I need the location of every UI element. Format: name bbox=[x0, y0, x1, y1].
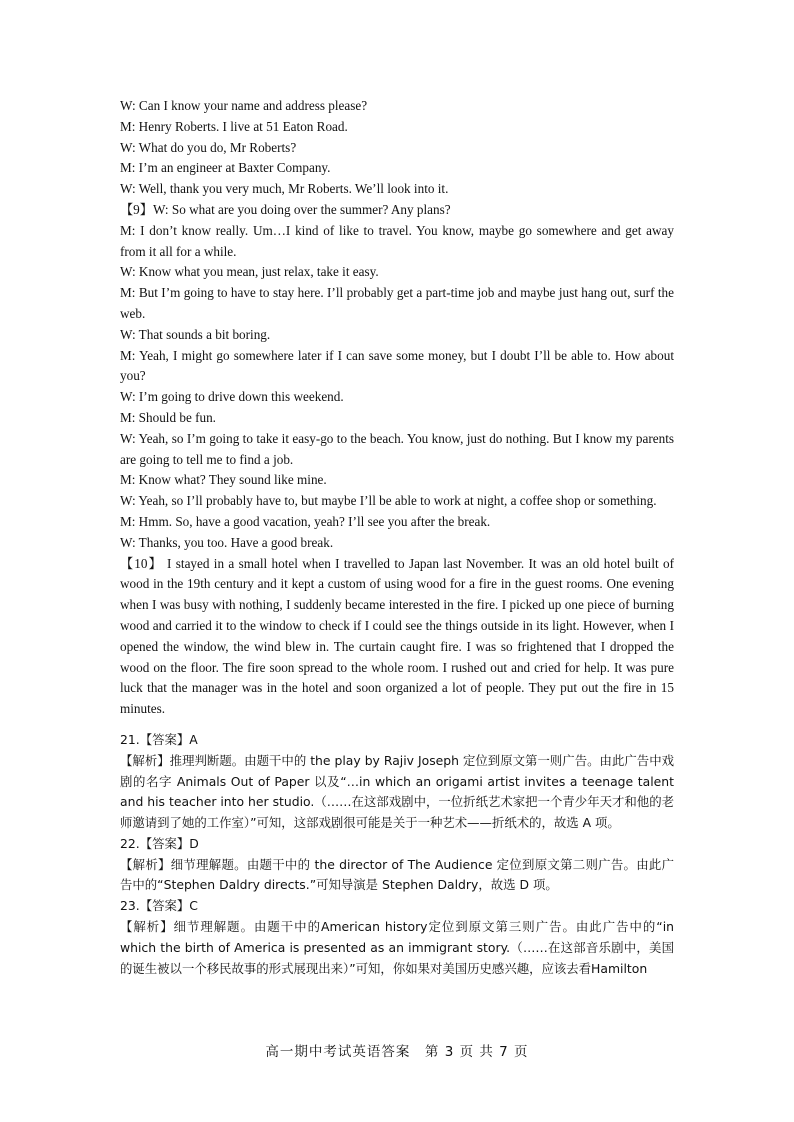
transcript-line: M: I’m an engineer at Baxter Company. bbox=[120, 160, 331, 176]
analysis-23: 【解析】细节理解题。由题干中的American history定位到原文第三则广告。由此广告中的“in which the birth of America is presented as an immigrant story.（……在这部音乐剧中，美国的诞生被以一个移民故事的形式展现出来）”可知，你如果对美国历史感兴趣，应该去看Hamilton bbox=[120, 919, 674, 976]
analysis-22: 【解析】细节理解题。由题干中的 the director of The Audience 定位到原文第二则广告。由此广告中的“Stephen Daldry directs.”可知导演是 Stephen Daldry，故选 D 项。 bbox=[120, 856, 674, 893]
transcript-line: W: Yeah, so I’m going to take it easy-go to the beach. You know, just do nothing. But I know my parents are going to tell me to find a job. bbox=[120, 430, 674, 467]
transcript-line: M: Should be fun. bbox=[120, 409, 216, 425]
answer-23: 23.【答案】C bbox=[120, 898, 198, 914]
transcript-line: W: Know what you mean, just relax, take it easy. bbox=[120, 264, 379, 280]
transcript-line: M: Know what? They sound like mine. bbox=[120, 472, 327, 488]
transcript-line: 【9】W: So what are you doing over the summer? Any plans? bbox=[120, 201, 451, 217]
transcript-line: W: Yeah, so I’ll probably have to, but maybe I’ll be able to work at night, a coffee shop or something. bbox=[120, 493, 657, 509]
analysis-21: 【解析】推理判断题。由题干中的 the play by Rajiv Joseph 定位到原文第一则广告。由此广告中戏剧的名字 Animals Out of Paper 以及“…in which an origami artist invites a teenage talent and his teacher into her studio.（……在这部戏剧中，一位折纸艺术家把一个青少年天才和他的老师邀请到了她的工作室）”可知，这部戏剧很可能是关于一种艺术——折纸术的，故选 A 项。 bbox=[120, 752, 674, 831]
transcript-line: W: Well, thank you very much, Mr Roberts. We’ll look into it. bbox=[120, 181, 449, 197]
page-content bbox=[120, 96, 674, 979]
answer-22: 22.【答案】D bbox=[120, 835, 199, 851]
transcript-line: W: What do you do, Mr Roberts? bbox=[120, 139, 297, 155]
transcript-line: W: Thanks, you too. Have a good break. bbox=[120, 534, 334, 550]
transcript-line: M: I don’t know really. Um…I kind of like to travel. You know, maybe go somewhere and get away from it all for a while. bbox=[120, 222, 674, 259]
answer-21: 21.【答案】A bbox=[120, 731, 198, 747]
transcript-line: W: That sounds a bit boring. bbox=[120, 326, 271, 342]
page-footer: 高一期中考试英语答案 第 3 页 共 7 页 bbox=[265, 1044, 529, 1060]
transcript-passage-10: 【10】 I stayed in a small hotel when I travelled to Japan last November. It was an old hotel built of wood in the 19th century and it kept a custom of using wood for a fire in the guest rooms. One evening when I was busy with nothing, I suddenly became interested in the fire. I picked up one piece of burning wood and carried it to the window to check if I could see the things outside in its light. However, when I opened the window, the wind blew in. The curtain caught fire. I was so frightened that I dropped the wood on the floor. The fire soon spread to the whole room. I rushed out and cried for help. It was pure luck that the manager was in the hotel and soon organized a lot of people. They put out the fire in 15 minutes. bbox=[120, 555, 674, 717]
transcript-line: M: Hmm. So, have a good vacation, yeah? I’ll see you after the break. bbox=[120, 513, 491, 529]
transcript-line: M: But I’m going to have to stay here. I’ll probably get a part-time job and maybe just hang out, surf the web. bbox=[120, 285, 674, 321]
transcript-line: M: Henry Roberts. I live at 51 Eaton Road. bbox=[120, 118, 348, 134]
transcript-line: W: Can I know your name and address please? bbox=[120, 98, 368, 113]
transcript-line: W: I’m going to drive down this weekend. bbox=[120, 389, 344, 405]
transcript-line: M: Yeah, I might go somewhere later if I can save some money, but I doubt I’ll be able to. How about you? bbox=[120, 347, 674, 384]
